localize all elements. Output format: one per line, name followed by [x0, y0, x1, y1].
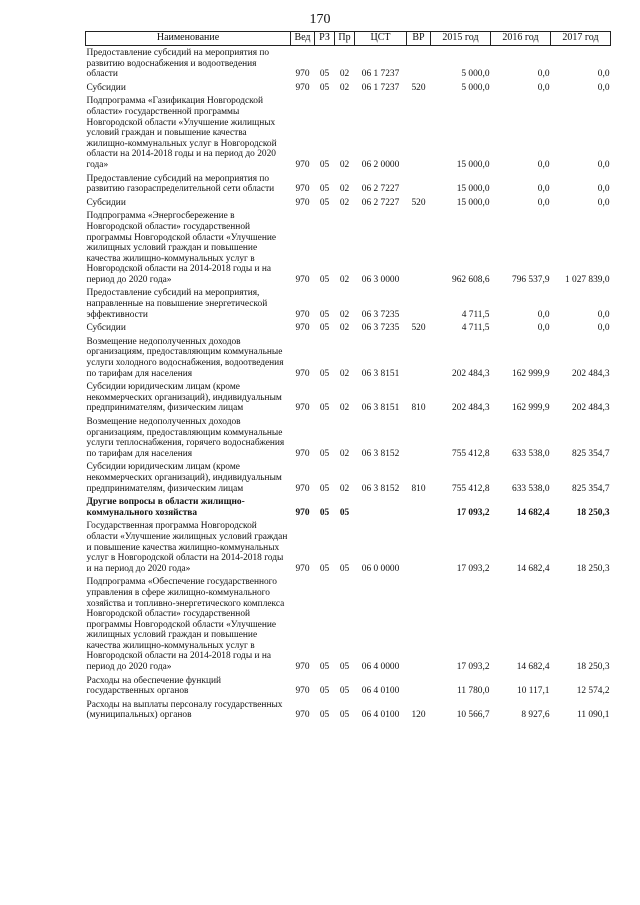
- table-row: [86, 321, 611, 335]
- cell-2016: 162 999,9: [512, 403, 550, 414]
- cell-2015: 15 000,0: [456, 184, 490, 195]
- cell-name: Субсидии юридическим лицам (кроме некоммерческих организаций), индивидуальным предпринимателям, физическим лицам: [86, 382, 282, 414]
- cell-cst: [355, 495, 407, 519]
- cell-cst: 06 1 7237: [361, 82, 400, 93]
- cell-ved: 970: [295, 483, 310, 494]
- cell-pr: 02: [339, 274, 350, 285]
- cell-2016: 0,0: [537, 309, 550, 320]
- table-row: [86, 380, 611, 415]
- cell-2017: 825 354,7: [572, 483, 610, 494]
- table-row: [86, 415, 611, 460]
- cell-pr: 02: [339, 69, 350, 80]
- cell-2016: 0,0: [537, 197, 550, 208]
- table-row: [86, 286, 611, 321]
- cell-2017: 18 250,3: [576, 662, 610, 673]
- cell-rz: 05: [319, 309, 330, 320]
- table-header-row: [86, 32, 611, 46]
- cell-2015: 17 093,2: [456, 563, 490, 574]
- cell-rz: 05: [319, 323, 330, 334]
- col-header-2016: 2016 год: [491, 32, 551, 46]
- cell-pr: 02: [339, 368, 350, 379]
- table-row: [86, 575, 611, 673]
- col-header-name: Наименование: [86, 32, 291, 46]
- cell-ved: 970: [295, 197, 310, 208]
- cell-ved: 970: [295, 323, 310, 334]
- cell-vr: [407, 335, 431, 380]
- cell-2016: 796 537,9: [512, 274, 550, 285]
- cell-2015: 5 000,0: [461, 82, 490, 93]
- cell-vr: [407, 415, 431, 460]
- cell-2015: 17 093,2: [456, 662, 490, 673]
- cell-2015: 4 711,5: [461, 309, 490, 320]
- cell-2016: 14 682,4: [516, 507, 550, 518]
- cell-name: Другие вопросы в области жилищно-коммунального хозяйства: [86, 497, 245, 518]
- col-header-cst: ЦСТ: [355, 32, 407, 46]
- cell-rz: 05: [319, 403, 330, 414]
- cell-2017: 0,0: [597, 197, 610, 208]
- cell-cst: 06 2 0000: [361, 159, 400, 170]
- cell-name: Государственная программа Новгородской области «Улучшение жилищных условий граждан и повышение качества жилищно-коммунальных услуг в Новгородской области на 2014-2018 годы и на период до 2020 года»: [86, 521, 288, 574]
- cell-2016: 0,0: [537, 69, 550, 80]
- cell-2016: 0,0: [537, 184, 550, 195]
- cell-vr: [407, 172, 431, 196]
- cell-2017: 1 027 839,0: [564, 274, 610, 285]
- cell-cst: 06 3 8152: [361, 448, 400, 459]
- cell-2017: 11 090,1: [577, 710, 610, 721]
- cell-pr: 05: [339, 662, 350, 673]
- cell-2016: 633 538,0: [512, 483, 550, 494]
- cell-2015: 15 000,0: [456, 159, 490, 170]
- cell-name: Предоставление субсидий на мероприятия по развитию газораспределительной сети области: [86, 173, 275, 195]
- cell-cst: 06 4 0100: [361, 686, 400, 697]
- cell-ved: 970: [295, 662, 310, 673]
- cell-cst: 06 4 0100: [361, 710, 400, 721]
- cell-ved: 970: [295, 686, 310, 697]
- cell-2016: 633 538,0: [512, 448, 550, 459]
- cell-2017: 0,0: [597, 323, 610, 334]
- cell-rz: 05: [319, 483, 330, 494]
- cell-name: Расходы на выплаты персоналу государственных (муниципальных) органов: [86, 699, 283, 721]
- table-row: [86, 94, 611, 171]
- cell-2017: 202 484,3: [572, 368, 610, 379]
- cell-pr: 05: [339, 686, 350, 697]
- cell-name: Предоставление субсидий на мероприятия, направленные на повышение энергетической эффективности: [86, 288, 268, 320]
- cell-cst: 06 4 0000: [361, 662, 400, 673]
- cell-cst: 06 0 0000: [361, 563, 400, 574]
- cell-vr: [407, 286, 431, 321]
- cell-name: Субсидии: [86, 82, 126, 93]
- cell-vr: [407, 674, 431, 698]
- cell-2016: 0,0: [537, 323, 550, 334]
- cell-vr: 520: [411, 323, 426, 334]
- cell-vr: 520: [411, 82, 426, 93]
- table-body: [86, 46, 611, 723]
- cell-cst: 06 3 7235: [361, 323, 400, 334]
- cell-name: Субсидии: [86, 323, 126, 334]
- table-row: [86, 519, 611, 575]
- cell-ved: 970: [295, 309, 310, 320]
- cell-2016: 14 682,4: [516, 662, 550, 673]
- cell-rz: 05: [319, 662, 330, 673]
- cell-2015: 755 412,8: [452, 448, 490, 459]
- cell-2015: 17 093,2: [456, 507, 490, 518]
- cell-2016: 8 927,6: [521, 710, 550, 721]
- cell-ved: 970: [295, 507, 310, 518]
- cell-ved: 970: [295, 69, 310, 80]
- table-row: [86, 209, 611, 286]
- cell-2016: 10 117,1: [517, 686, 550, 697]
- cell-2017: 0,0: [597, 184, 610, 195]
- cell-pr: 02: [339, 197, 350, 208]
- cell-name: Возмещение недополученных доходов организациям, предоставляющим коммунальные услуги теплоснабжения, горячего водоснабжения по тарифам для населения: [86, 417, 285, 459]
- cell-2017: 202 484,3: [572, 403, 610, 414]
- cell-rz: 05: [319, 274, 330, 285]
- cell-ved: 970: [295, 563, 310, 574]
- cell-ved: 970: [295, 184, 310, 195]
- cell-ved: 970: [295, 82, 310, 93]
- cell-pr: 02: [339, 448, 350, 459]
- cell-vr: [407, 46, 431, 81]
- cell-rz: 05: [319, 159, 330, 170]
- cell-name: Подпрограмма «Газификация Новгородской области» государственной программы Новгородской области «Улучшение жилищных условий граждан и повышение качества жилищно-коммунальных услуг в Новгородской области на 2014-2018 годы и на период до 2020 года»: [86, 96, 277, 170]
- table-row: [86, 196, 611, 210]
- table-row: [86, 460, 611, 495]
- cell-2017: 18 250,3: [576, 563, 610, 574]
- table-row: [86, 81, 611, 95]
- cell-2015: 202 484,3: [452, 368, 490, 379]
- cell-2017: 825 354,7: [572, 448, 610, 459]
- cell-cst: 06 2 7227: [361, 197, 400, 208]
- cell-2017: 18 250,3: [576, 507, 610, 518]
- cell-vr: [407, 94, 431, 171]
- cell-2017: 0,0: [597, 69, 610, 80]
- col-header-2017: 2017 год: [551, 32, 611, 46]
- cell-pr: 02: [339, 323, 350, 334]
- budget-table: [85, 31, 611, 722]
- cell-2015: 11 780,0: [457, 686, 490, 697]
- cell-2016: 0,0: [537, 159, 550, 170]
- cell-name: Подпрограмма «Обеспечение государственного управления в сфере жилищно-коммунального хозяйства и топливно-энергетического комплекса Новгородской области» государственной программы Новгородской области «Улучшение жилищных условий граждан и повышение качества жилищно-коммунальных услуг в Новгородской области на 2014-2018 годы и на период до 2020 года»: [86, 577, 285, 673]
- cell-name: Предоставление субсидий на мероприятия по развитию водоснабжения и водоотведения области: [86, 48, 270, 80]
- cell-pr: 02: [339, 309, 350, 320]
- cell-2017: 12 574,2: [576, 686, 610, 697]
- cell-rz: 05: [319, 82, 330, 93]
- cell-name: Субсидии юридическим лицам (кроме некоммерческих организаций), индивидуальным предпринимателям, физическим лицам: [86, 462, 282, 494]
- table-row: [86, 495, 611, 519]
- cell-rz: 05: [319, 184, 330, 195]
- cell-2015: 202 484,3: [452, 403, 490, 414]
- cell-ved: 970: [295, 710, 310, 721]
- cell-pr: 02: [339, 159, 350, 170]
- table-row: [86, 46, 611, 81]
- cell-2015: 755 412,8: [452, 483, 490, 494]
- cell-rz: 05: [319, 710, 330, 721]
- cell-rz: 05: [319, 507, 330, 518]
- table-row: [86, 335, 611, 380]
- table-row: [86, 172, 611, 196]
- cell-pr: 02: [339, 403, 350, 414]
- cell-rz: 05: [319, 448, 330, 459]
- cell-rz: 05: [319, 563, 330, 574]
- cell-rz: 05: [319, 69, 330, 80]
- cell-vr: 520: [411, 197, 426, 208]
- cell-cst: 06 3 8151: [361, 403, 400, 414]
- cell-name: Подпрограмма «Энергосбережение в Новгородской области» государственной программы Новгородской области «Улучшение жилищных условий граждан и повышение качества жилищно-коммунальных услуг в Новгородской области на 2014-2018 годы и на период до 2020 года»: [86, 211, 277, 285]
- cell-2017: 0,0: [597, 309, 610, 320]
- cell-vr: 810: [411, 483, 426, 494]
- cell-vr: [407, 519, 431, 575]
- cell-vr: 120: [411, 710, 426, 721]
- cell-name: Субсидии: [86, 197, 126, 208]
- cell-pr: 05: [339, 563, 350, 574]
- col-header-rz: РЗ: [315, 32, 335, 46]
- cell-name: Возмещение недополученных доходов организациям, предоставляющим коммунальные услуги холодного водоснабжения, водоотведения по тарифам для населения: [86, 336, 284, 379]
- cell-rz: 05: [319, 197, 330, 208]
- col-header-ved: Вед: [291, 32, 315, 46]
- cell-vr: [407, 209, 431, 286]
- col-header-2015: 2015 год: [431, 32, 491, 46]
- table-row: [86, 674, 611, 698]
- cell-vr: 810: [411, 403, 426, 414]
- cell-2016: 162 999,9: [512, 368, 550, 379]
- page-number: 170: [309, 12, 331, 27]
- cell-2015: 10 566,7: [456, 710, 490, 721]
- cell-pr: 02: [339, 483, 350, 494]
- cell-cst: 06 3 8152: [361, 483, 400, 494]
- cell-cst: 06 3 7235: [361, 309, 400, 320]
- cell-2016: 14 682,4: [516, 563, 550, 574]
- cell-cst: 06 1 7237: [361, 69, 400, 80]
- cell-2016: 0,0: [537, 82, 550, 93]
- cell-ved: 970: [295, 368, 310, 379]
- cell-ved: 970: [295, 403, 310, 414]
- cell-vr: [407, 495, 431, 519]
- cell-2015: 4 711,5: [461, 323, 490, 334]
- cell-pr: 02: [339, 184, 350, 195]
- table-row: [86, 698, 611, 722]
- cell-ved: 970: [295, 274, 310, 285]
- cell-rz: 05: [319, 686, 330, 697]
- cell-2015: 5 000,0: [461, 69, 490, 80]
- cell-name: Расходы на обеспечение функций государственных органов: [86, 675, 221, 697]
- cell-2015: 962 608,6: [452, 274, 490, 285]
- cell-cst: 06 3 0000: [361, 274, 400, 285]
- cell-2017: 0,0: [597, 159, 610, 170]
- cell-ved: 970: [295, 159, 310, 170]
- cell-vr: [407, 575, 431, 673]
- cell-pr: 02: [339, 82, 350, 93]
- cell-2015: 15 000,0: [456, 197, 490, 208]
- cell-2017: 0,0: [597, 82, 610, 93]
- cell-rz: 05: [319, 368, 330, 379]
- cell-cst: 06 3 8151: [361, 368, 400, 379]
- cell-pr: 05: [339, 710, 350, 721]
- cell-cst: 06 2 7227: [361, 184, 400, 195]
- cell-ved: 970: [295, 448, 310, 459]
- col-header-pr: Пр: [335, 32, 355, 46]
- col-header-vr: ВР: [407, 32, 431, 46]
- cell-pr: 05: [339, 507, 350, 518]
